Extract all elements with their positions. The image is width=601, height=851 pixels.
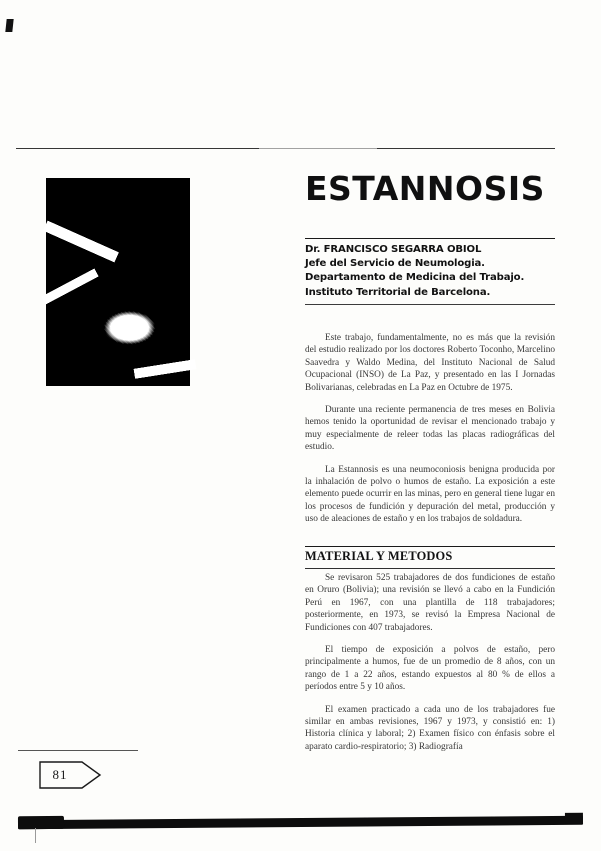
author-block-rule-top xyxy=(305,238,555,239)
section-heading-rule-bottom xyxy=(305,568,555,569)
section-heading: MATERIAL Y METODOS xyxy=(305,549,453,563)
paragraph: Se revisaron 525 trabajadores de dos fundiciones de estaño en Oruro (Bolivia); una revisión se llevó a cabo en la Fundición Perú en 1967, con una plantilla de 118 trabajadores; posteriormente, en 1973, se revisó la Empresa Nacional de Fundiciones con 407 trabajadores. xyxy=(305,573,555,633)
foundry-photograph xyxy=(46,178,190,386)
folio-rule xyxy=(18,750,138,751)
methods-text xyxy=(305,572,555,753)
author-block-rule-bottom xyxy=(305,304,555,305)
page-number-badge xyxy=(38,760,104,790)
scan-edge-tick xyxy=(35,828,36,843)
header-rule xyxy=(16,148,555,149)
author-block xyxy=(305,243,557,300)
author-role: Jefe del Servicio de Neumologia. xyxy=(305,258,485,270)
photo-halftone-grain xyxy=(46,178,190,386)
paragraph: Durante una reciente permanencia de tres meses en Bolivia hemos tenido la oportunidad de revisar el mencionado trabajo y muy especialmente de releer todas las placas radiográficas del estudio. xyxy=(305,405,555,453)
paragraph: El tiempo de exposición a polvos de estaño, pero principalmente a humos, fue de un promedio de 8 años, con un rango de 1 a 22 años, estando expuestos al 80 % de ellos a períodos entre 5 y 10 años. xyxy=(305,645,555,693)
page-title: ESTANNOSIS xyxy=(305,169,545,208)
scan-edge-bar xyxy=(18,816,583,829)
section-heading-rule-top xyxy=(305,546,555,547)
paragraph: El examen practicado a cada uno de los trabajadores fue similar en ambas revisiones, 1967 y 1973, y consistió en: 1) Historia clínica y laboral; 2) Examen físico con énfasis sobre el aparato cardio-respiratorio; 3) Radiografía xyxy=(305,704,555,752)
author-name: Dr. FRANCISCO SEGARRA OBIOL xyxy=(305,244,482,255)
author-department: Departamento de Medicina del Trabajo. xyxy=(305,272,525,284)
author-institute: Instituto Territorial de Barcelona. xyxy=(305,286,491,298)
paragraph: Este trabajo, fundamentalmente, no es más que la revisión del estudio realizado por los doctores Roberto Toconho, Marcelino Saavedra y Waldo Medina, del Instituto Nacional de Salud Ocupacional (INSO) de La Paz, y presentado en las I Jornadas Bolivarianas, celebradas en La Paz en Octubre de 1975. xyxy=(305,333,555,393)
scan-corner-mark xyxy=(5,19,13,32)
introduction-text xyxy=(305,332,555,526)
paragraph: La Estannosis es una neumoconiosis benigna producida por la inhalación de polvo o humos de estaño. La exposición a este elemento puede ocurrir en las minas, pero en general tiene lugar en los procesos de fundición y depuración del metal, producción y uso de aleaciones de estaño y en los trabajos de soldadura. xyxy=(305,464,555,525)
page-number: 81 xyxy=(52,767,68,782)
